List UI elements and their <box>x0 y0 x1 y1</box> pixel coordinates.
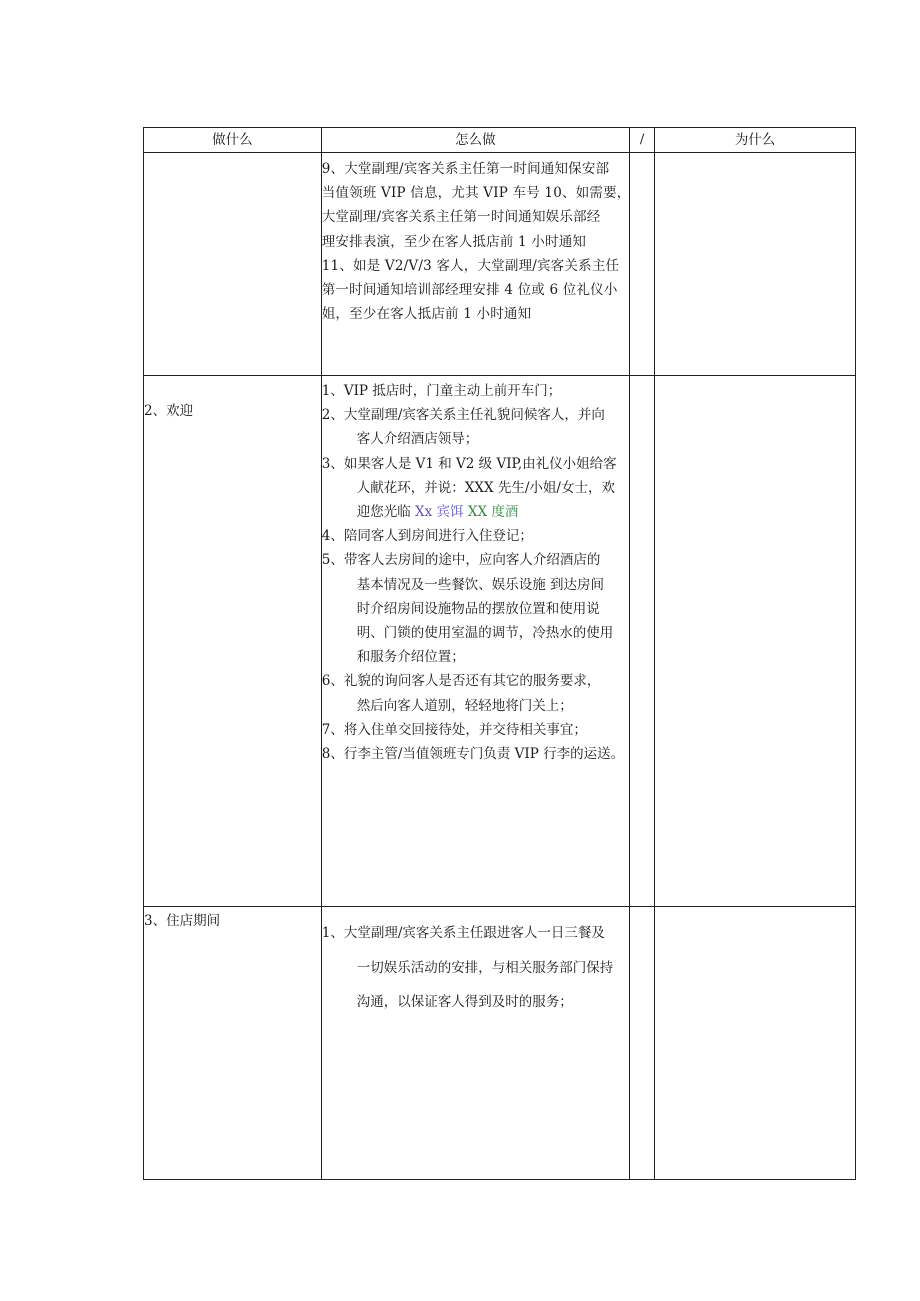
header-how: 怎么做 <box>321 128 629 153</box>
cell-mark <box>630 153 655 376</box>
header-why: 为什么 <box>655 128 856 153</box>
table-row <box>144 376 856 907</box>
how-line <box>322 500 629 524</box>
how-line: 当值领班 VIP 信息，尤其 VIP 车号 10、如需要， <box>321 185 631 202</box>
how-line: 2、大堂副理/宾客关系主任礼貌问候客人，并向 <box>321 407 605 424</box>
how-line: 沟通，以保证客人得到及时的服务； <box>356 994 573 1010</box>
cell-mark <box>630 907 655 1180</box>
how-line: 6、礼貌的询问客人是否还有其它的服务要求， <box>321 673 601 690</box>
how-line: 9、大堂副理/宾客关系主任第一时间通知保安部 <box>321 161 610 177</box>
how-line: 5、带客人去房间的途中，应向客人介绍酒店的 <box>321 552 601 569</box>
how-line: 3、如果客人是 V1 和 V2 级 VIP,由礼仪小姐给客 <box>321 455 617 472</box>
hotel-class-text: XX 度酒 <box>463 504 519 521</box>
header-what: 做什么 <box>144 128 322 153</box>
cell-what <box>144 153 322 376</box>
cell-why <box>655 153 856 376</box>
how-line: 7、将入住单交回接待处，并交待相关事宜； <box>321 721 587 738</box>
how-line: 11、如是 V2/V/3 客人，大堂副理/宾客关系主任 <box>321 257 620 274</box>
how-line: 和服务介绍位置； <box>356 649 465 666</box>
hotel-name-text: Xx 宾饵 <box>415 504 464 521</box>
table-header-row <box>144 128 856 153</box>
how-line: 客人介绍酒店领导； <box>356 431 479 448</box>
how-line: 1、大堂副理/宾客关系主任跟进客人一日三餐及 <box>321 925 605 941</box>
header-mark: / <box>630 128 655 153</box>
table-row <box>144 907 856 1180</box>
cell-what: 2、欢迎 <box>144 376 322 907</box>
how-line: 8、行李主管/当值领班专门负责 VIP 行李的运送。 <box>321 746 625 763</box>
cell-how <box>321 376 629 907</box>
cell-how <box>321 907 629 1180</box>
how-line: 人献花环，并说：XXX 先生/小姐/女士，欢 <box>356 479 615 496</box>
how-line: 4、陪同客人到房间进行入住登记； <box>321 528 533 545</box>
welcome-text: 迎您光临 <box>356 504 416 521</box>
how-line: 时介绍房间设施物品的摆放位置和使用说 <box>356 600 600 617</box>
cell-why <box>655 907 856 1180</box>
how-line: 姐，至少在客人抵店前 1 小时通知 <box>321 306 532 323</box>
how-line: 一切娱乐活动的安排，与相关服务部门保持 <box>356 959 614 976</box>
how-line: 1、VIP 抵店时，门童主动上前开车门； <box>321 383 562 399</box>
cell-how <box>321 153 629 376</box>
how-line: 第一时间通知培训部经理安排 4 位或 6 位礼仪小 <box>321 282 618 299</box>
how-line: 理安排表演，至少在客人抵店前 1 小时通知 <box>321 233 587 250</box>
table-row <box>144 153 856 376</box>
cell-what: 3、住店期间 <box>144 907 322 1180</box>
how-line: 大堂副理/宾客关系主任第一时间通知娱乐部经 <box>321 209 601 226</box>
how-line: 明、门锁的使用室温的调节，冷热水的使用 <box>356 625 614 642</box>
how-line: 然后向客人道别，轻轻地将门关上； <box>356 697 573 714</box>
cell-why <box>655 376 856 907</box>
sop-table <box>143 127 856 1180</box>
how-line: 基本情况及一些餐饮、娱乐设施 到达房间 <box>356 576 605 593</box>
cell-mark <box>630 376 655 907</box>
